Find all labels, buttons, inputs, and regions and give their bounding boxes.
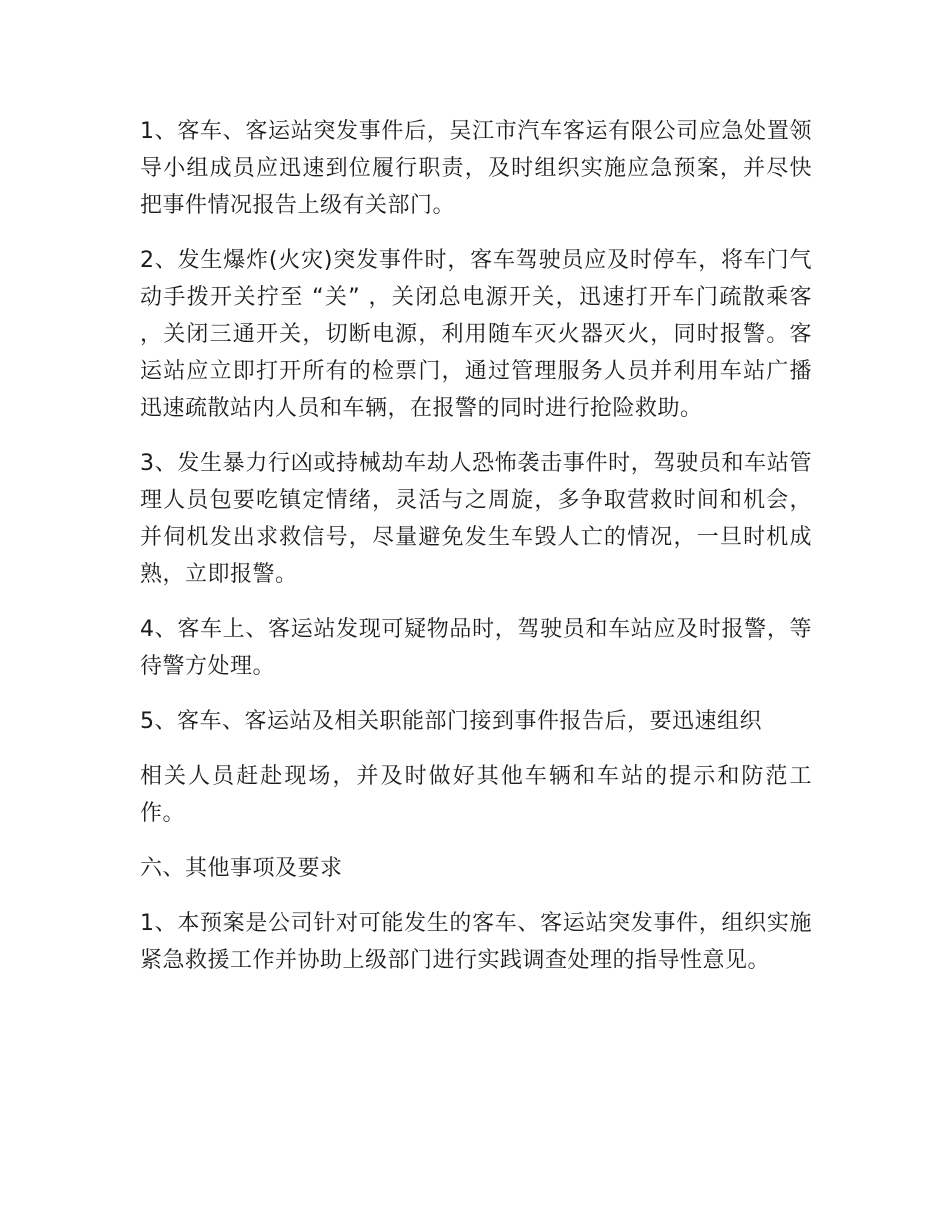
paragraph-report-organize: 5、客车、客运站及相关职能部门接到事件报告后，要迅速组织 [140,709,762,734]
paragraph-violence-terror: 3、发生暴力行凶或持械劫车劫人恐怖袭击事件时，驾驶员和车站管理人员包要吃镇定情绪，灵活与之周旋，多争取营救时间和机会，并伺机发出求救信号，尽量避免发生车毁人亡的情况，一旦时机成熟，立即报警。 [140,451,812,587]
paragraph-report-organize-cont: 相关人员赶赴现场，并及时做好其他车辆和车站的提示和防范工作。 [140,764,812,826]
section-heading-other-matters: 六、其他事项及要求 [140,856,343,881]
document-body [140,113,812,997]
paragraph-plan-guidance: 1、本预案是公司针对可能发生的客车、客运站突发事件，组织实施紧急救援工作并协助上级部门进行实践调查处理的指导性意见。 [140,911,812,973]
paragraph-explosion-fire: 2、发生爆炸(火灾)突发事件时，客车驾驶员应及时停车，将车门气动手拨开关拧至 “关” ，关闭总电源开关，迅速打开车门疏散乘客 ，关闭三通开关，切断电源，利用随车灭火器灭火，同时报警。客运站应立即打开所有的检票门，通过管理服务人员并利用车站广播迅速疏散站内人员和车辆，在报警的同时进行抢险救助。 [140,248,812,421]
paragraph-suspicious-items: 4、客车上、客运站发现可疑物品时，驾驶员和车站应及时报警，等待警方处理。 [140,617,812,679]
paragraph-response-duties: 1、客车、客运站突发事件后，吴江市汽车客运有限公司应急处置领导小组成员应迅速到位履行职责，及时组织实施应急预案，并尽快把事件情况报告上级有关部门。 [140,119,812,218]
